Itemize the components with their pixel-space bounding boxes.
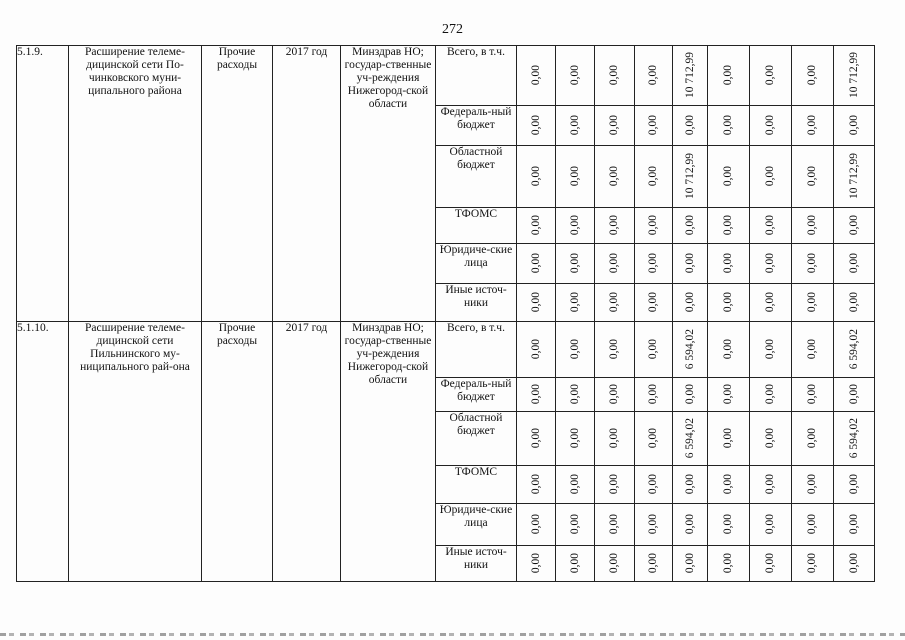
value-text: 0,00 bbox=[529, 427, 542, 449]
value-cell bbox=[834, 412, 875, 466]
value-cell bbox=[834, 106, 875, 146]
page-number: 272 bbox=[442, 22, 463, 37]
value-cell bbox=[792, 378, 834, 412]
value-cell bbox=[635, 378, 673, 412]
value-text: 10 712,99 bbox=[683, 153, 696, 199]
value-text: 0,00 bbox=[647, 427, 659, 449]
value-cell bbox=[635, 284, 673, 322]
value-cell bbox=[834, 244, 875, 284]
value-text: 0,00 bbox=[683, 291, 696, 313]
value-text: 0,00 bbox=[608, 427, 620, 449]
value-text: 0,00 bbox=[647, 552, 659, 574]
value-text: 0,00 bbox=[722, 165, 734, 187]
value-text: 10 712,99 bbox=[847, 52, 860, 98]
value-cell bbox=[834, 546, 875, 582]
value-text: 6 594,02 bbox=[847, 328, 860, 370]
funding-source: Всего, в т.ч. bbox=[436, 46, 517, 106]
value-cell bbox=[517, 46, 556, 106]
value-cell bbox=[517, 466, 556, 504]
value-cell bbox=[517, 146, 556, 208]
value-text: 0,00 bbox=[647, 383, 659, 405]
value-cell bbox=[708, 546, 750, 582]
value-text: 0,00 bbox=[847, 114, 860, 136]
value-text: 0,00 bbox=[608, 252, 620, 274]
value-cell bbox=[635, 504, 673, 546]
value-text: 0,00 bbox=[806, 473, 818, 495]
value-text: 0,00 bbox=[529, 552, 542, 574]
value-cell bbox=[595, 284, 635, 322]
value-cell bbox=[673, 504, 708, 546]
value-text: 0,00 bbox=[529, 473, 542, 495]
value-cell bbox=[750, 412, 792, 466]
value-text: 0,00 bbox=[806, 64, 818, 86]
funding-source: Областной бюджет bbox=[436, 412, 517, 466]
value-cell bbox=[750, 208, 792, 244]
value-cell bbox=[556, 378, 595, 412]
value-text: 0,00 bbox=[568, 427, 581, 449]
value-cell bbox=[792, 284, 834, 322]
value-text: 0,00 bbox=[806, 252, 818, 274]
value-cell bbox=[673, 284, 708, 322]
value-cell bbox=[708, 244, 750, 284]
value-text: 0,00 bbox=[722, 291, 734, 313]
funding-source: ТФОМС bbox=[436, 466, 517, 504]
value-text: 6 594,02 bbox=[683, 417, 696, 459]
value-cell bbox=[595, 546, 635, 582]
value-cell bbox=[834, 146, 875, 208]
funding-source: Всего, в т.ч. bbox=[436, 322, 517, 378]
value-cell bbox=[595, 378, 635, 412]
value-text: 0,00 bbox=[568, 64, 581, 86]
item-number: 5.1.10. bbox=[17, 322, 69, 582]
value-cell bbox=[595, 412, 635, 466]
value-text: 0,00 bbox=[806, 552, 818, 574]
value-cell bbox=[750, 244, 792, 284]
value-text: 0,00 bbox=[722, 427, 734, 449]
table-row bbox=[17, 46, 875, 106]
value-cell bbox=[792, 504, 834, 546]
value-text: 0,00 bbox=[529, 252, 542, 274]
value-cell bbox=[708, 412, 750, 466]
value-cell bbox=[595, 46, 635, 106]
value-cell bbox=[595, 322, 635, 378]
value-text: 0,00 bbox=[608, 383, 620, 405]
value-cell bbox=[673, 466, 708, 504]
value-text: 0,00 bbox=[568, 214, 581, 236]
value-cell bbox=[595, 208, 635, 244]
value-cell bbox=[556, 546, 595, 582]
value-text: 6 594,02 bbox=[847, 417, 860, 459]
value-cell bbox=[673, 546, 708, 582]
value-text: 0,00 bbox=[847, 252, 860, 274]
value-text: 0,00 bbox=[722, 252, 734, 274]
table-row bbox=[17, 322, 875, 378]
value-text: 0,00 bbox=[683, 383, 696, 405]
funding-source: Федераль-ный бюджет bbox=[436, 106, 517, 146]
value-cell bbox=[792, 208, 834, 244]
value-text: 0,00 bbox=[806, 338, 818, 360]
funding-source: Федераль-ный бюджет bbox=[436, 378, 517, 412]
value-cell bbox=[750, 46, 792, 106]
value-cell bbox=[792, 466, 834, 504]
value-text: 0,00 bbox=[683, 513, 696, 535]
value-text: 0,00 bbox=[647, 473, 659, 495]
value-cell bbox=[750, 146, 792, 208]
value-text: 0,00 bbox=[847, 513, 860, 535]
value-text: 0,00 bbox=[683, 473, 696, 495]
value-cell bbox=[673, 322, 708, 378]
value-text: 0,00 bbox=[647, 291, 659, 313]
funding-source: Юридиче-ские лица bbox=[436, 504, 517, 546]
item-year: 2017 год bbox=[273, 46, 341, 322]
responsible-org: Минздрав НО; государ-ственные уч-реждения Нижегород-ской области bbox=[341, 322, 436, 582]
item-name: Расширение телеме-дицинской сети По-чинковского муни-ципального района bbox=[69, 46, 202, 322]
value-cell bbox=[708, 466, 750, 504]
value-text: 0,00 bbox=[764, 214, 776, 236]
value-cell bbox=[708, 284, 750, 322]
value-cell bbox=[750, 546, 792, 582]
funding-source: Юридиче-ские лица bbox=[436, 244, 517, 284]
value-text: 0,00 bbox=[806, 291, 818, 313]
value-text: 0,00 bbox=[764, 165, 776, 187]
value-text: 6 594,02 bbox=[683, 328, 696, 370]
value-text: 0,00 bbox=[764, 473, 776, 495]
value-text: 0,00 bbox=[722, 114, 734, 136]
value-text: 0,00 bbox=[847, 473, 860, 495]
value-cell bbox=[673, 146, 708, 208]
value-cell bbox=[595, 106, 635, 146]
value-cell bbox=[750, 106, 792, 146]
value-text: 0,00 bbox=[608, 552, 620, 574]
value-text: 0,00 bbox=[683, 214, 696, 236]
value-cell bbox=[517, 504, 556, 546]
value-text: 0,00 bbox=[722, 214, 734, 236]
value-cell bbox=[708, 146, 750, 208]
value-cell bbox=[834, 322, 875, 378]
value-cell bbox=[635, 208, 673, 244]
scan-artifact-line bbox=[0, 633, 905, 636]
value-text: 0,00 bbox=[568, 383, 581, 405]
budget-table bbox=[16, 45, 875, 582]
value-text: 0,00 bbox=[683, 552, 696, 574]
funding-source: Областной бюджет bbox=[436, 146, 517, 208]
value-text: 0,00 bbox=[806, 165, 818, 187]
value-text: 0,00 bbox=[806, 513, 818, 535]
value-text: 10 712,99 bbox=[847, 153, 860, 199]
value-text: 0,00 bbox=[764, 338, 776, 360]
value-cell bbox=[635, 244, 673, 284]
value-cell bbox=[595, 244, 635, 284]
value-text: 0,00 bbox=[722, 338, 734, 360]
value-text: 0,00 bbox=[608, 513, 620, 535]
value-text: 0,00 bbox=[608, 114, 620, 136]
value-text: 0,00 bbox=[764, 252, 776, 274]
value-cell bbox=[792, 322, 834, 378]
value-text: 0,00 bbox=[647, 165, 659, 187]
value-cell bbox=[556, 322, 595, 378]
value-cell bbox=[750, 378, 792, 412]
funding-source: Иные источ-ники bbox=[436, 284, 517, 322]
value-text: 0,00 bbox=[647, 114, 659, 136]
value-cell bbox=[556, 284, 595, 322]
value-cell bbox=[517, 244, 556, 284]
value-text: 0,00 bbox=[568, 291, 581, 313]
value-text: 0,00 bbox=[683, 114, 696, 136]
value-cell bbox=[556, 504, 595, 546]
value-cell bbox=[595, 504, 635, 546]
value-cell bbox=[834, 466, 875, 504]
funding-source: Иные источ-ники bbox=[436, 546, 517, 582]
value-cell bbox=[517, 412, 556, 466]
value-text: 0,00 bbox=[847, 214, 860, 236]
value-cell bbox=[750, 284, 792, 322]
value-text: 0,00 bbox=[722, 473, 734, 495]
value-cell bbox=[834, 46, 875, 106]
value-text: 0,00 bbox=[529, 214, 542, 236]
value-text: 0,00 bbox=[529, 291, 542, 313]
value-text: 0,00 bbox=[764, 114, 776, 136]
value-cell bbox=[750, 466, 792, 504]
value-cell bbox=[517, 284, 556, 322]
value-text: 0,00 bbox=[764, 427, 776, 449]
value-text: 0,00 bbox=[568, 338, 581, 360]
value-cell bbox=[635, 466, 673, 504]
value-cell bbox=[792, 106, 834, 146]
value-text: 0,00 bbox=[608, 473, 620, 495]
item-name: Расширение телеме-дицинской сети Пильнинского му-ниципального рай-она bbox=[69, 322, 202, 582]
value-cell bbox=[673, 46, 708, 106]
value-cell bbox=[635, 412, 673, 466]
item-year: 2017 год bbox=[273, 322, 341, 582]
responsible-org: Минздрав НО; государ-ственные уч-реждения Нижегород-ской области bbox=[341, 46, 436, 322]
value-text: 0,00 bbox=[608, 214, 620, 236]
value-cell bbox=[708, 46, 750, 106]
value-cell bbox=[556, 146, 595, 208]
value-cell bbox=[517, 378, 556, 412]
value-text: 0,00 bbox=[647, 214, 659, 236]
value-cell bbox=[635, 146, 673, 208]
value-cell bbox=[556, 46, 595, 106]
value-cell bbox=[635, 106, 673, 146]
value-cell bbox=[556, 208, 595, 244]
value-cell bbox=[708, 208, 750, 244]
value-text: 0,00 bbox=[568, 165, 581, 187]
value-cell bbox=[556, 412, 595, 466]
value-text: 0,00 bbox=[847, 383, 860, 405]
value-text: 10 712,99 bbox=[683, 52, 696, 98]
value-cell bbox=[556, 106, 595, 146]
value-cell bbox=[834, 208, 875, 244]
value-cell bbox=[595, 466, 635, 504]
value-text: 0,00 bbox=[847, 552, 860, 574]
value-cell bbox=[792, 46, 834, 106]
value-cell bbox=[556, 466, 595, 504]
value-cell bbox=[792, 546, 834, 582]
value-cell bbox=[708, 106, 750, 146]
value-text: 0,00 bbox=[647, 338, 659, 360]
value-text: 0,00 bbox=[847, 291, 860, 313]
value-text: 0,00 bbox=[722, 64, 734, 86]
value-text: 0,00 bbox=[722, 383, 734, 405]
value-text: 0,00 bbox=[568, 252, 581, 274]
value-cell bbox=[517, 322, 556, 378]
value-text: 0,00 bbox=[647, 64, 659, 86]
value-cell bbox=[792, 146, 834, 208]
value-cell bbox=[673, 208, 708, 244]
value-text: 0,00 bbox=[568, 473, 581, 495]
funding-source: ТФОМС bbox=[436, 208, 517, 244]
value-text: 0,00 bbox=[647, 252, 659, 274]
value-text: 0,00 bbox=[764, 552, 776, 574]
value-cell bbox=[635, 322, 673, 378]
value-cell bbox=[750, 322, 792, 378]
value-text: 0,00 bbox=[568, 513, 581, 535]
value-text: 0,00 bbox=[608, 64, 620, 86]
value-text: 0,00 bbox=[568, 552, 581, 574]
value-text: 0,00 bbox=[608, 165, 620, 187]
value-cell bbox=[673, 244, 708, 284]
value-cell bbox=[517, 546, 556, 582]
value-text: 0,00 bbox=[529, 338, 542, 360]
value-text: 0,00 bbox=[806, 114, 818, 136]
value-text: 0,00 bbox=[806, 383, 818, 405]
value-cell bbox=[834, 284, 875, 322]
value-text: 0,00 bbox=[529, 383, 542, 405]
value-cell bbox=[556, 244, 595, 284]
value-text: 0,00 bbox=[722, 513, 734, 535]
value-cell bbox=[635, 546, 673, 582]
value-cell bbox=[673, 106, 708, 146]
item-number: 5.1.9. bbox=[17, 46, 69, 322]
value-text: 0,00 bbox=[608, 338, 620, 360]
expense-type: Прочие расходы bbox=[202, 322, 273, 582]
value-cell bbox=[708, 378, 750, 412]
value-text: 0,00 bbox=[529, 114, 542, 136]
value-cell bbox=[595, 146, 635, 208]
value-text: 0,00 bbox=[608, 291, 620, 313]
value-cell bbox=[834, 504, 875, 546]
value-cell bbox=[708, 504, 750, 546]
value-text: 0,00 bbox=[568, 114, 581, 136]
value-cell bbox=[517, 106, 556, 146]
value-cell bbox=[673, 412, 708, 466]
value-cell bbox=[834, 378, 875, 412]
value-cell bbox=[673, 378, 708, 412]
value-cell bbox=[792, 244, 834, 284]
value-text: 0,00 bbox=[806, 214, 818, 236]
value-text: 0,00 bbox=[647, 513, 659, 535]
value-text: 0,00 bbox=[529, 513, 542, 535]
value-text: 0,00 bbox=[806, 427, 818, 449]
value-cell bbox=[750, 504, 792, 546]
expense-type: Прочие расходы bbox=[202, 46, 273, 322]
value-text: 0,00 bbox=[764, 291, 776, 313]
value-text: 0,00 bbox=[764, 383, 776, 405]
value-cell bbox=[792, 412, 834, 466]
value-text: 0,00 bbox=[683, 252, 696, 274]
value-cell bbox=[708, 322, 750, 378]
value-text: 0,00 bbox=[764, 513, 776, 535]
value-cell bbox=[635, 46, 673, 106]
value-cell bbox=[517, 208, 556, 244]
value-text: 0,00 bbox=[764, 64, 776, 86]
value-text: 0,00 bbox=[529, 165, 542, 187]
value-text: 0,00 bbox=[529, 64, 542, 86]
value-text: 0,00 bbox=[722, 552, 734, 574]
